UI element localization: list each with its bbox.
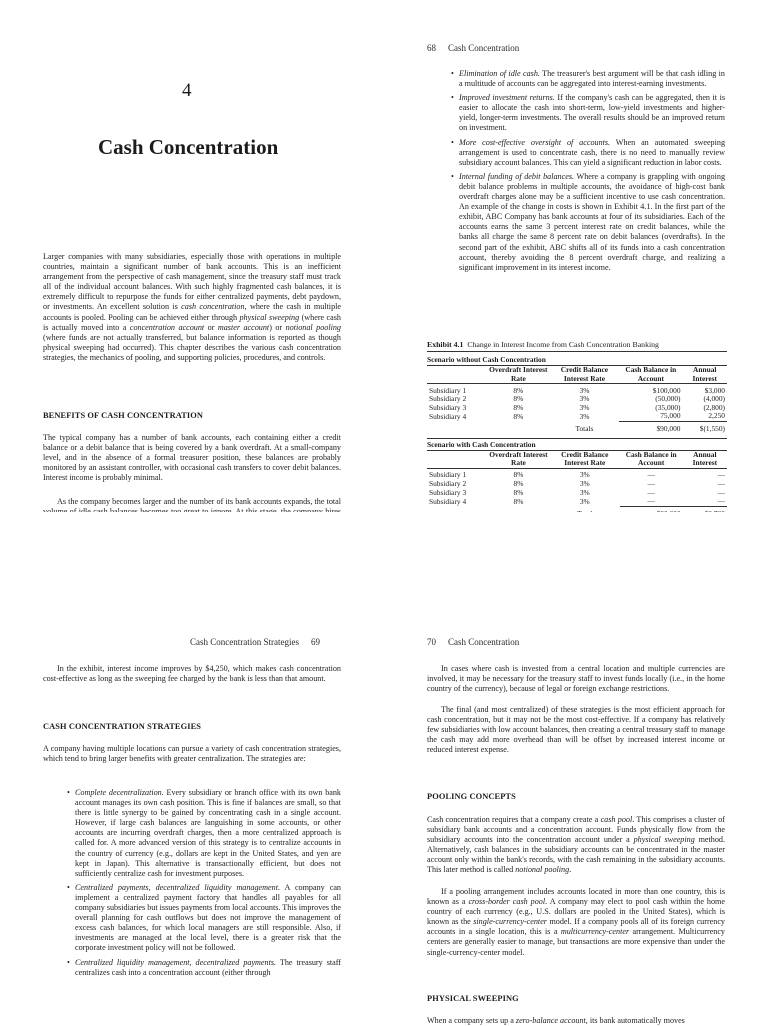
chapter-number: 4 [182, 80, 192, 101]
page-70 [384, 512, 768, 1024]
table-row: Subsidiary 2 8% 3% (50,000) (4,000) [429, 394, 725, 404]
table-row: Subsidiary 1 8% 3% — — [429, 470, 725, 480]
col-header: Annual Interest [692, 449, 718, 468]
list-item: • Complete decentralization. Every subsidiary or branch office with its own bank account manages its own cash position. This is fine if balances are small, so that there is little synergy to be gained by concentrating cash in a single account. However, if large cash balances are languishing in some accounts, or other accounts are incurring overdraft charges, then a more centralized approach is called for. A more advanced version of this strategy is to centralize accounts in the country of currency (e.g., dollars are kept in the United States, and yen are kept in Japan). This alternative is transactionally efficient, but does not sufficiently centralize cash for investment purposes. [75, 788, 341, 879]
table-row: Subsidiary 3 8% 3% (35,000) (2,800) [429, 402, 725, 412]
exhibit-table-with [427, 451, 727, 519]
page-number: 70 [427, 637, 436, 647]
pooling-paragraph-2: If a pooling arrangement includes accounts located in more than one country, this is known as a cross-border cash pool. A company may elect to pool cash within the home country of each currency (e.g., U.S. dollars are pooled in the United States), which is known as the single-currency-center model. If a company pools all of its foreign currency accounts in a single location, this is a multicurrency-center arrangement. Multicurrency centers are generally easier to manage, but transactions are more expensive than under the single-currency-center model. [427, 887, 725, 957]
strategies-intro: A company having multiple locations can pursue a variety of cash concentration strategies, which tend to bring larger benefits with greater centralization. The strategies are: [43, 744, 341, 764]
col-header: Credit Balance Interest Rate [560, 365, 609, 383]
paragraph-final-strategy: The final (and most centralized) of these strategies is the most efficient approach for cash concentration, but it may not be the most cost-effective. If a company has relatively few subsidiaries with low account balances, then creating a central treasury staff to manage the cash may add more overhead than will be offset by increased interest income or reduced interest expense. [427, 705, 725, 755]
section-heading-strategies: CASH CONCENTRATION STRATEGIES [43, 722, 202, 731]
exhibit-title: Exhibit 4.1 Change in Interest Income from Cash Concentration Banking [427, 340, 727, 352]
list-item: • Improved investment returns. If the company's cash can be aggregated, then it is easier to allocate the cash into short-term, low-yield investments and higher-yield, longer-term investments. The overall results should be an improved return on investment. [459, 93, 725, 133]
running-head-title: Cash Concentration Strategies [190, 637, 299, 647]
table-row: Subsidiary 4 8% 3% — — [429, 496, 725, 506]
page-number: 69 [310, 637, 320, 647]
col-header: Overdraft Interest Rate [489, 449, 548, 468]
table-row: Subsidiary 1 8% 3% $100,000 $3,000 [429, 385, 725, 395]
running-head-title: Cash Concentration [448, 43, 520, 53]
table-row: Subsidiary 4 8% 3% 75,000 2,250 [429, 411, 725, 421]
page-68 [384, 0, 768, 512]
exhibit-summary-paragraph: In the exhibit, interest income improves by $4,250, which makes cash concentration cost-effective as long as the sweeping fee charged by the bank is less than that amount. [43, 664, 341, 684]
section-heading-benefits: BENEFITS OF CASH CONCENTRATION [43, 411, 204, 420]
exhibit-4-1 [427, 340, 727, 518]
list-item: • Centralized liquidity management, decentralized payments. The treasury staff centralizes cash into a concentration account (either through [75, 958, 341, 978]
running-header [427, 43, 519, 53]
list-item: • Elimination of idle cash. The treasurer's best argument will be that cash idling in a multitude of accounts can be aggregated into interest-earning investments. [459, 69, 725, 89]
chapter-title: Cash Concentration [98, 135, 279, 159]
running-head-title: Cash Concentration [448, 637, 520, 647]
col-header: Cash Balance in Account [625, 365, 677, 383]
list-item: • More cost-effective oversight of accounts. When an automated sweeping arrangement is used to concentrate cash, there is no need to manually review subsidiary account balances. This can yield a significant reduction in labor costs. [459, 138, 725, 168]
scenario-without-heading: Scenario without Cash Concentration [427, 354, 727, 366]
pooling-paragraph-1: Cash concentration requires that a company create a cash pool. This comprises a cluster of subsidiary bank accounts and a concentration account. Funds physically flow from the subsidiary accounts into the concentration account under a physical sweeping method. Alternatively, cash balances in the subsidiary accounts can be concentrated in the master account only within the bank's records, with the cash remaining in the subsidiary accounts. This later method is called notional pooling. [427, 815, 726, 875]
section-heading-physical-sweeping: PHYSICAL SWEEPING [427, 994, 519, 1003]
list-item: • Internal funding of debit balances. Where a company is grappling with ongoing debit balance problems in multiple accounts, the avoidance of high-cost bank overdraft charges alone may be a sufficient incentive to use cash concentration. An example of the change in costs is shown in Exhibit 4.1. In the first part of the exhibit, ABC Company has bank accounts at four of its subsidiaries. Each of the accounts earns the same 3 percent interest rate on credit balances, while the banks all charge the same 8 percent rate on debit balances (overdrafts). In the second part of the exhibit, ABC shifts all of its funds into a cash concentration account, thereby avoiding the 8 percent overdraft charge, and realizing a significant improvement in its interest income. [459, 172, 725, 273]
col-header: Overdraft Interest Rate [489, 365, 548, 383]
col-header: Cash Balance in Account [625, 449, 677, 468]
chapter-intro: Larger companies with many subsidiaries, especially those with operations in multiple countries, maintain a significant number of bank accounts. This is an inefficient arrangement from the perspective of cash management, since the treasury staff must track all of the individual account balances. With such highly fragmented cash balances, it is extremely difficult to repurpose the funds for either centralized payments, debt paydown, or investments. An excellent solution is cash concentration, where the cash in multiple accounts is pooled. Pooling can be achieved either through physical sweeping (where cash is actually moved into a concentration account or master account) or notional pooling (where funds are not actually transferred, but balance information is reported as though physical sweeping had occurred). This chapter describes the various cash concentration strategies, the mechanics of pooling, and supporting policies, procedures, and controls. [43, 252, 341, 362]
table-row: Subsidiary 2 8% 3% — — [429, 478, 725, 488]
section-heading-pooling: POOLING CONCEPTS [427, 792, 516, 801]
page-number: 68 [427, 43, 436, 53]
table-row: Subsidiary 3 8% 3% — — [429, 487, 725, 497]
sweeping-paragraph: When a company sets up a zero-balance account, its bank automatically moves [427, 1016, 685, 1025]
running-header [190, 637, 320, 647]
strategies-list [75, 788, 341, 982]
running-header [427, 637, 519, 647]
page-69 [0, 512, 384, 1024]
col-header: Annual Interest [692, 365, 717, 383]
col-header: Credit Balance Interest Rate [561, 449, 609, 468]
exhibit-table-without [427, 366, 727, 434]
scenario-with-heading: Scenario with Cash Concentration [427, 438, 727, 451]
benefits-list [459, 69, 725, 277]
page-67 [0, 0, 384, 512]
paragraph-local-investment: In cases where cash is invested from a central location and multiple currencies are involved, it may be necessary for the treasury staff to invest funds locally (i.e., in the home country of the currency), because of legal or foreign exchange restrictions. [427, 664, 725, 694]
list-item: • Centralized payments, decentralized liquidity management. A company can implement a centralized payment factory that handles all payables for all company subsidiaries but issues payments from local accounts. This improves the overall planning for cash outflows but does not improve the management of excess cash balances, for which local managers are still responsible. Also, if investments are managed at the local level, there is a greater risk that the corporate investment policy will not be followed. [75, 883, 341, 954]
totals-row: Totals $90,000 $(1,550) [427, 422, 727, 434]
benefits-paragraph-2: As the company becomes larger and the number of its bank accounts expands, the total [57, 497, 341, 506]
benefits-paragraph-1: The typical company has a number of bank accounts, each containing either a credit balance or a debit balance that is being covered by a bank overdraft. At a small-company level, and in the absence of a formal treasurer position, these balances are probably monitored by an assistant controller, with occasional cash transfers to cover debit balances. Interest income is probably minimal. [43, 433, 341, 483]
